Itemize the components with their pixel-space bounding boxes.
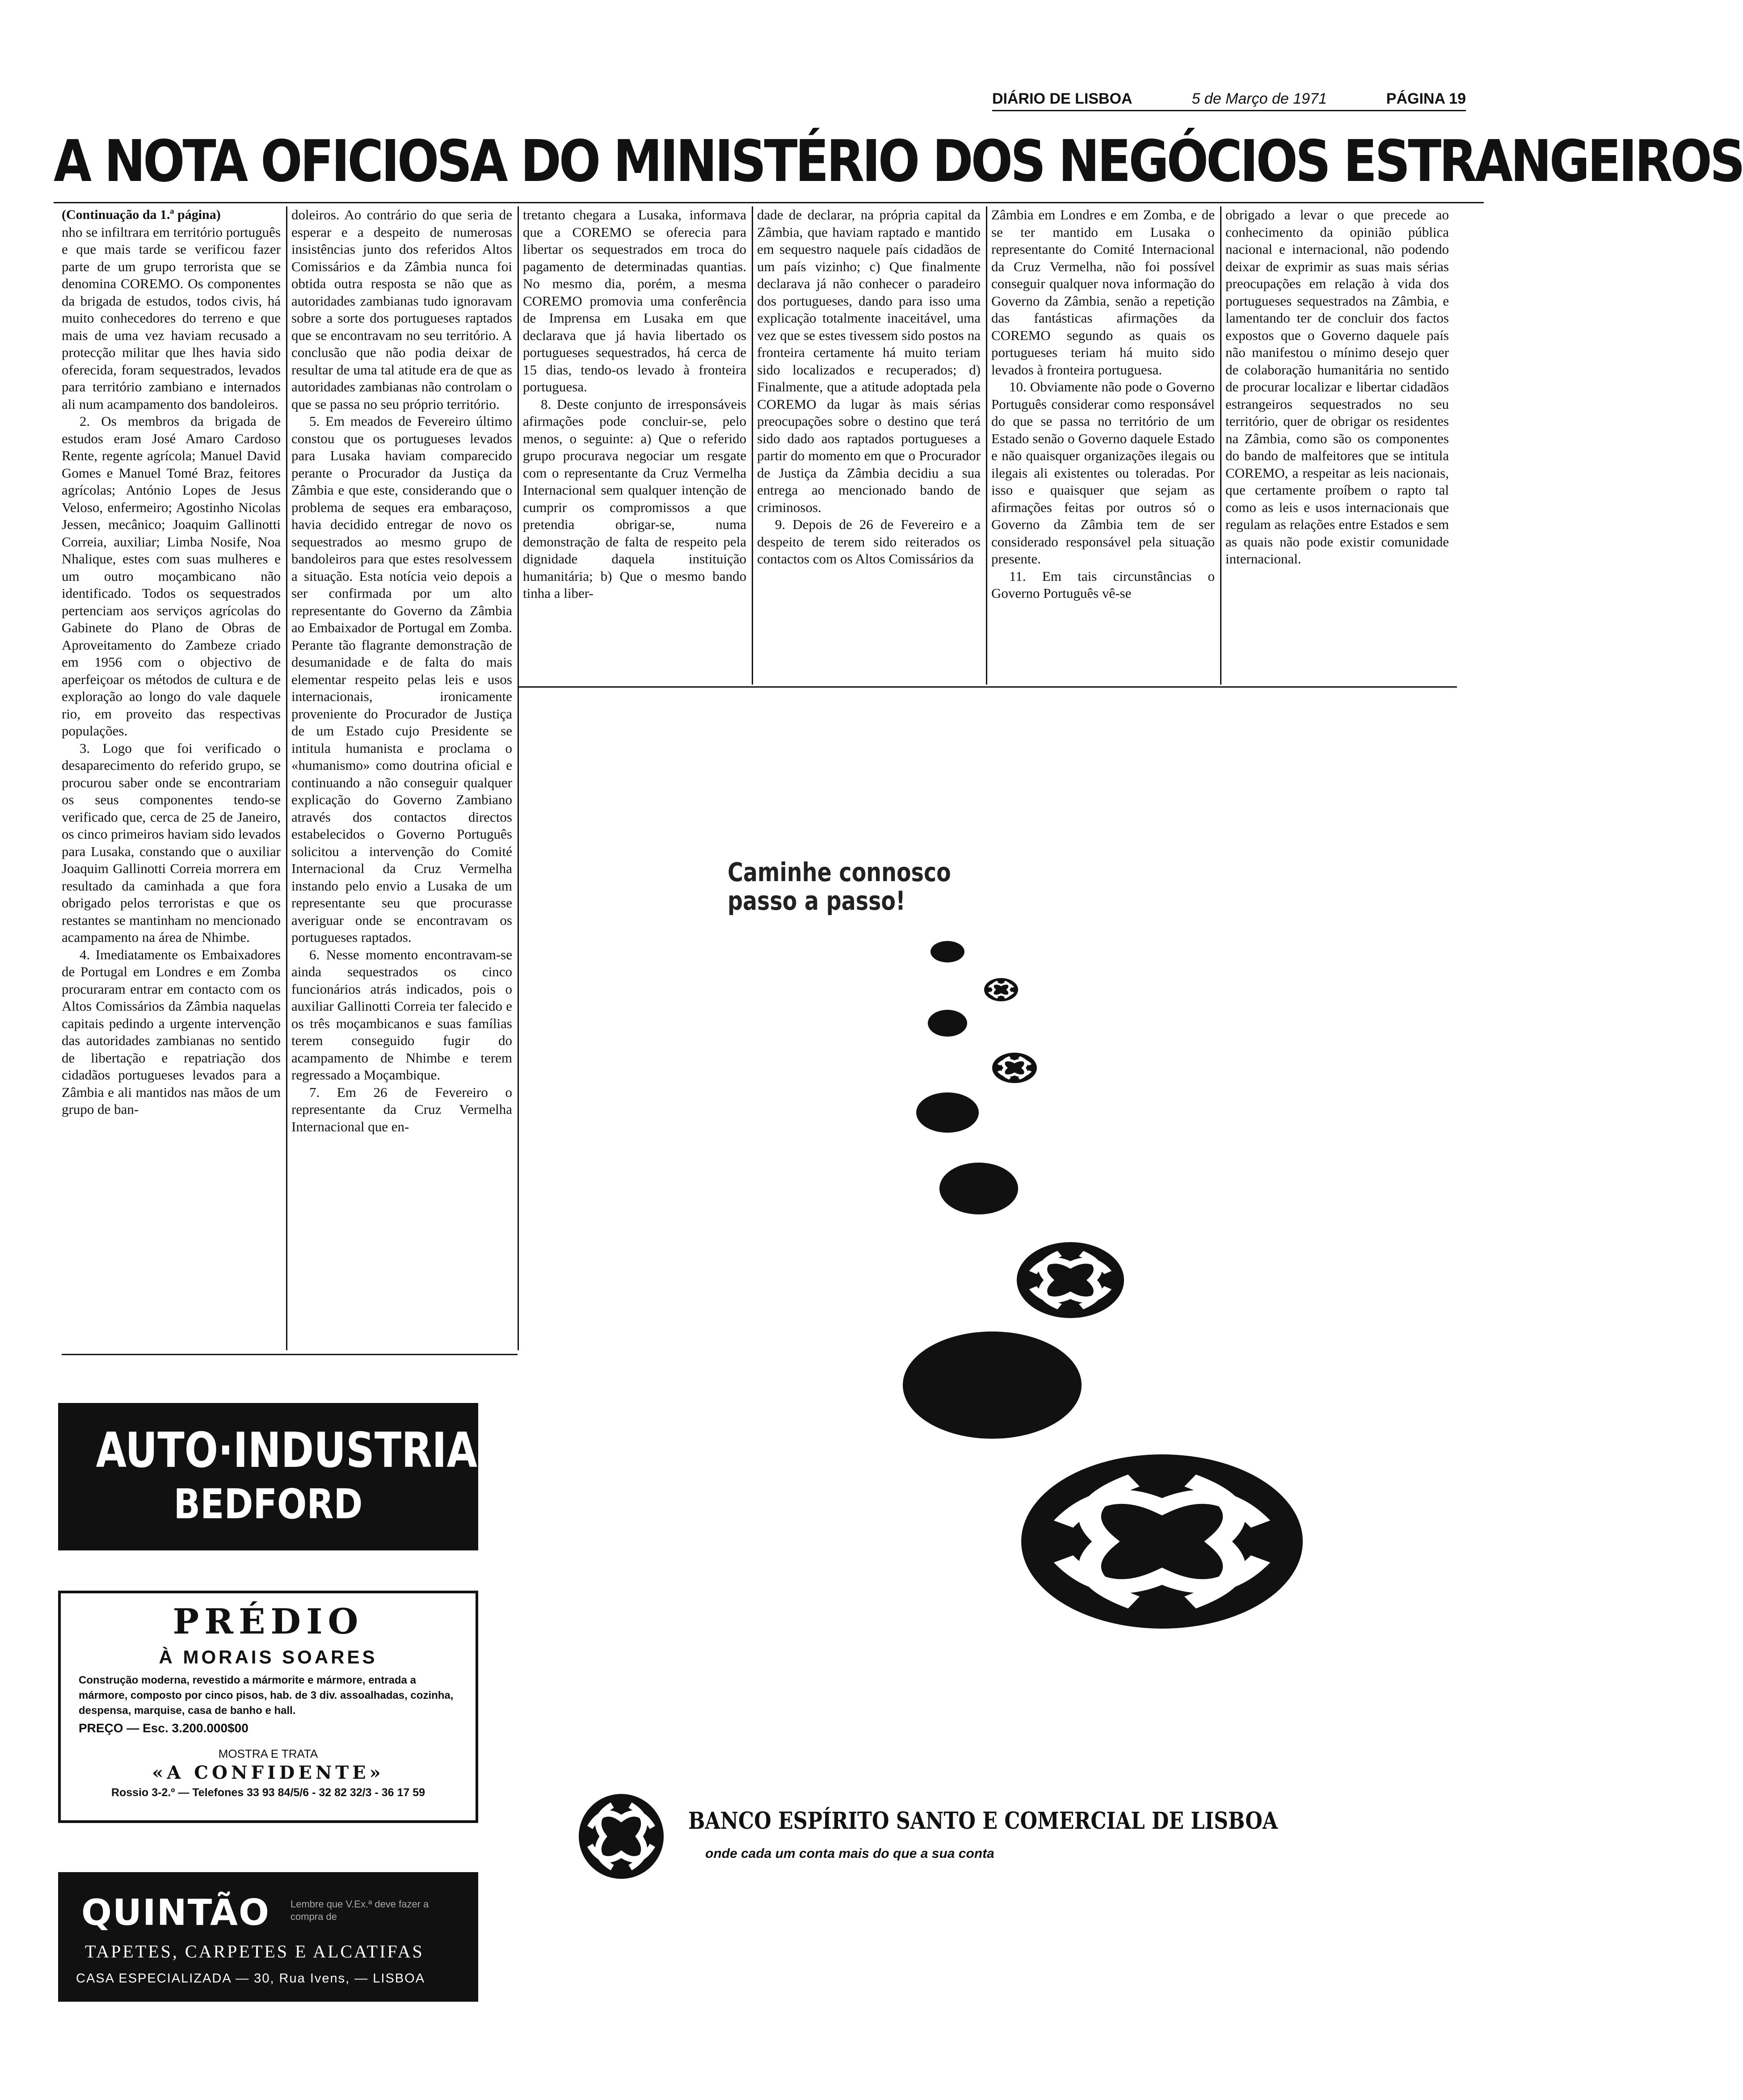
ad-predio-price: PREÇO — Esc. 3.200.000$00 [79,1721,248,1735]
paragraph: 9. Depois de 26 de Fevereiro e a despeito de terem sido reiterados os contactos com os Altos Comissários da [757,517,981,567]
running-head [992,88,1466,110]
ad-predio-location: À MORAIS SOARES [159,1646,378,1667]
paragraph: 4. Imediatamente os Embaixadores de Portugal em Londres e em Zomba procuraram entrar em contacto com os Altos Comissários da Zâmbia naquelas capitais pedindo a urgente intervenção das autoridades zambianas no sentido de libertação e repatriação dos cidadãos portugueses levados para a Zâmbia e ali mantidos nas mãos de um grupo de ban- [62,946,281,1117]
headline: A NOTA OFICIOSA DO MINISTÉRIO DOS NEGÓCIOS ESTRANGEIROS [54,128,1743,195]
paragraph: 7. Em 26 de Fevereiro o representante da Cruz Vermelha Internacional que en- [291,1084,512,1134]
bes-logo-icon [577,1792,666,1881]
paragraph: 8. Deste conjunto de irresponsáveis afirmações pode concluir-se, pelo menos, o seguinte: a) Que o referido grupo procurava negociar um resgate com o representante da Cruz Vermelha Internacional sem qualquer intenção de cumprir os compromissos a que pretendia obrigar-se, numa demonstração de falta de respeito pela dignidade daquela instituição humanitária; b) Que o mesmo bando tinha a liber- [523,396,746,601]
bank-motto: onde cada um conta mais do que a sua conta [705,1846,994,1861]
footstep-dot [930,941,964,962]
article-column-4 [757,206,981,685]
paragraph: doleiros. Ao contrário do que seria de esperar e a despeito de numerosas insistências junto dos referidos Altos Comissários e da Zâmbia nunca foi obtida outra resposta se não que as autoridades zambianas tudo ignoravam sobre a sorte dos portugueses raptados que se encontravam no seu território. A conclusão que não podia deixar de resultar de uma tal atitude era de que as autoridades zambianas não controlam o que se passa no seu próprio território. [291,207,512,412]
ad-predio-description: Construção moderna, revestido a mármorite e mármore, entrada a mármore, composto por cinco pisos, hab. de 3 div. assoalhadas, cozinha, despensa, marquise, casa de banho e hall. [79,1674,454,1717]
footstep-dot [916,1092,979,1133]
ad-predio-title: PRÉDIO [173,1601,364,1642]
ad-quintao-brand: QUINTÃO [81,1892,270,1933]
bank-slogan-line1: Caminhe connosco [728,857,951,887]
paragraph: 3. Logo que foi verificado o desaparecimento do referido grupo, se procurou saber onde se encontrariam os seus componentes tendo-se verificado que, cerca de 25 de Janeiro, os cinco primeiros haviam sido levados para Lusaka, constando que o auxiliar Joaquim Gallinotti Correia morrera em resultado da caminhada a que fora obrigado pelos terroristas e que os restantes se mantinham no mencionado acampamento na área de Nhimbe. [62,740,281,945]
ad-quintao-products: TAPETES, CARPETES E ALCATIFAS [85,1941,424,1961]
headline-rule [54,202,1484,203]
article-column-1 [62,206,281,1355]
paragraph: dade de declarar, na própria capital da Zâmbia, que haviam raptado e mantido em sequestro naquele país cidadãos de um país vizinho; c) Que finalmente declarava já não conhecer o paradeiro dos portugueses, dando para isso uma explicação totalmente inaceitável, uma vez que se estes tivessem sido postos na fronteira certamente há muito teriam sido localizados e recuperados; d) Finalmente, que a atitude adoptada pela COREMO da lugar às mais sérias preocupações sobre o destino que terá sido dado aos raptados portugueses a partir do momento em que o Procurador de Justiça da Zâmbia decidiu a sua entrega ao mencionado bando de criminosos. [757,207,981,515]
article-column-2 [291,206,512,1355]
bank-slogan [728,858,951,915]
ad-auto-line2: BEDFORD [173,1480,363,1528]
column-rule [1220,206,1221,685]
article-column-3 [523,206,746,685]
ad-auto-line1: AUTO·INDUSTRIAL [96,1423,503,1478]
article-column-6 [1225,206,1449,685]
column-rule [286,206,287,1350]
column-rule [986,206,987,685]
ad-predio [58,1591,478,1823]
publication-name: DIÁRIO DE LISBOA [992,90,1133,107]
paragraph: nho se infiltrara em território português e que mais tarde se verificou fazer parte de um grupo terrorista que se denomina COREMO. Os componentes da brigada de estudos, todos civis, há muito conhecedores do terreno e que mais de uma vez haviam recusado a protecção militar que lhes havia sido oferecida, foram sequestrados, levados para território zambiano e internados ali num acampamento dos bandoleiros. [62,224,281,412]
paragraph: 5. Em meados de Fevereiro último constou que os portugueses levados para Lusaka haviam comparecido perante o Procurador da Justiça da Zâmbia e que este, considerando que o problema de seques era embaraçoso, havia decidido entregar de novo os sequestrados ao mesmo grupo de bandoleiros para que estes resolvessem a situação. Esta notícia veio depois a ser confirmada por um alto representante do Governo da Zâmbia ao Embaixador de Portugal em Zomba. Perante tão flagrante demonstração de desumanidade e de falta do mais elementar respeito pelas leis e usos internacionais, ironicamente proveniente do Procurador de Justiça de um Estado cujo Presidente se intitula humanista e proclama o «humanismo» como doutrina oficial e continuando a não conseguir qualquer explicação do Governo Zambiano através dos contactos directos estabelecidos o Governo Português solicitou a intervenção do Comité Internacional da Cruz Vermelha instando pelo envio a Lusaka de um representante seu que procurasse averiguar onde se encontravam os portugueses raptados. [291,413,512,945]
bes-large-icon [1021,1454,1303,1629]
footsteps-graphic [715,920,1452,1600]
column-rule [752,206,753,685]
column-bottom-rule [62,1354,518,1355]
paragraph: 2. Os membros da brigada de estudos eram José Amaro Cardoso Rente, regente agrícola; Manuel David Gomes e Manuel Tomé Braz, feitores agrícolas; António Lopes de Jesus Veloso, enfermeiro; Agostinho Nicolas Jessen, mecânico; Joaquim Gallinotti Correia, auxiliar; Limba Nosife, Noa Nhalique, estes com suas mulheres e um outro moçambicano não identificado. Todos os sequestrados pertenciam aos serviços agrícolas do Gabinete do Plano de Obras de Aproveitamento do Zambeze criado em 1956 com o objectivo de aperfeiçoar os métodos de cultura e de exploração ao longo do vale daquele rio, em proveito das respectivas populações. [62,413,281,739]
continuation-note: (Continuação da 1.ª página) [62,207,221,222]
paragraph: 6. Nesse momento encontravam-se ainda sequestrados os cinco funcionários atrás indicados, pois o auxiliar Gallinotti Correia ter falecido e os três moçambicanos e suas famílias terem conseguido fugir do acampamento de Nhimbe e terem regressado a Moçambique. [291,946,512,1083]
bes-footstep-icon [1017,1242,1124,1318]
paragraph: Zâmbia em Londres e em Zomba, e de se ter mantido em Lusaka o representante do Comité Internacional da Cruz Vermelha, não foi possível conseguir qualquer nova informação do Governo da Zâmbia, senão a repetição das fantásticas afirmações da COREMO segundo as quais os portugueses teriam há muito sido levados à fronteira portuguesa. [991,207,1215,378]
footstep-dot [903,1331,1082,1439]
ad-predio-show: MOSTRA E TRATA [218,1747,318,1760]
column-rule [518,206,519,1350]
paragraph: 11. Em tais circunstâncias o Governo Português vê-se [991,568,1215,601]
ad-quintao-address: CASA ESPECIALIZADA — 30, Rua Ivens, — LISBOA [76,1971,425,1986]
ad-predio-agency: «A CONFIDENTE» [152,1762,384,1783]
paragraph: obrigado a levar o que precede ao conhecimento da opinião pública nacional e internacional, não podendo deixar de exprimir as suas mais sérias preocupações em relação à vida dos portugueses sequestrados na Zâmbia, e lamentando ter de concluir dos factos expostos que o Governo daquele país não manifestou o mínimo desejo quer de colaboração humanitária no sentido de procurar localizar e libertar cidadãos estrangeiros sequestrados no seu território, quer de obrigar os residentes na Zâmbia, como são os componentes do bando de malfeitores que se intitula COREMO, a respeitar as leis nacionais, que certamente proíbem o rapto tal como as leis e usos internacionais que regulam as relações entre Estados e sem as quais não pode existir comunidade internacional. [1225,207,1449,567]
issue-date: 5 de Março de 1971 [1191,90,1327,107]
page-number: PÁGINA 19 [1386,90,1466,107]
ad-quintao [58,1872,478,2002]
article-column-5 [991,206,1215,685]
footstep-dot [939,1163,1018,1214]
article-bottom-rule [518,686,1457,688]
bank-name: BANCO ESPÍRITO SANTO E COMERCIAL DE LISBOA [688,1807,1278,1835]
footstep-dot [928,1010,967,1037]
paragraph: tretanto chegara a Lusaka, informava que a COREMO se oferecia para libertar os sequestrados em troca do pagamento de determinadas quantias. No mesmo dia, porém, a mesma COREMO promovia uma conferência de Imprensa em Lusaka em que declarava que já havia libertado os portugueses sequestrados, há cerca de 15 dias, tendo-os levado à fronteira portuguesa. [523,207,746,395]
bank-slogan-line2: passo a passo! [728,886,905,916]
ad-quintao-side-text: Lembre que V.Ex.ª deve fazer a compra de [290,1898,429,1922]
paragraph: 10. Obviamente não pode o Governo Português considerar como responsável do que se passa no território de um Estado senão o Governo daquele Estado e não quaisquer organizações ilegais ou ilegais ali existentes ou toleradas. Por isso e quaisquer que sejam as afirmações feitas por outros só o Governo da Zâmbia tem de ser considerado responsável pela situação presente. [991,379,1215,567]
bes-footstep-icon [984,978,1018,1001]
running-head-rule [992,110,1466,111]
ad-predio-contact: Rossio 3-2.º — Telefones 33 93 84/5/6 - 32 82 32/3 - 36 17 59 [111,1786,425,1799]
bes-footstep-icon [992,1053,1037,1083]
ad-auto-industrial [58,1403,503,1550]
